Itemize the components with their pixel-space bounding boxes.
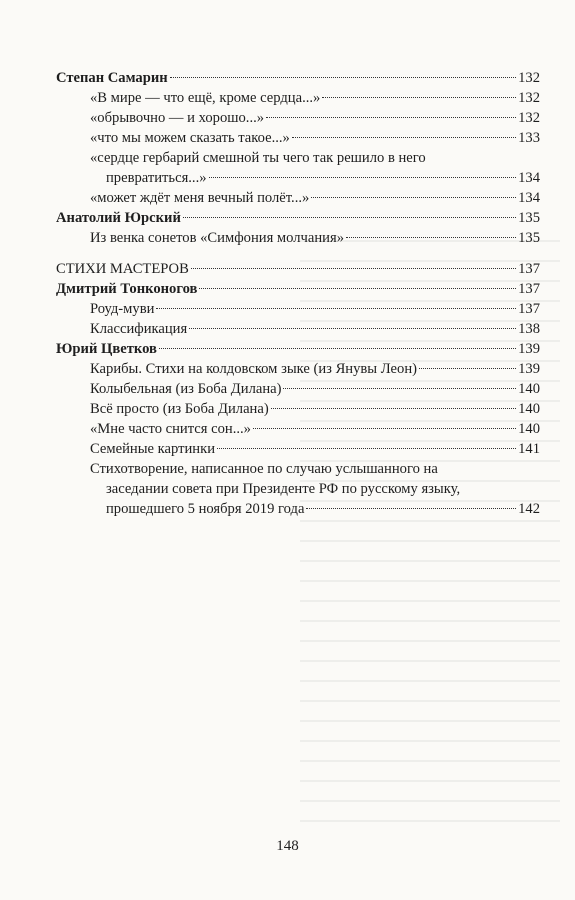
toc-entry-title-line: «сердце гербарий смешной ты чего так решило в него	[90, 150, 426, 166]
toc-entry-title: Семейные картинки	[90, 441, 216, 457]
toc-poem-entry	[56, 419, 540, 439]
toc-page-number: 138	[518, 321, 540, 337]
toc-entry-title: Роуд-муви	[90, 301, 155, 317]
toc-page-number: 137	[518, 261, 540, 277]
toc-entry-title-line: Стихотворение, написанное по случаю услышанного на	[90, 461, 438, 477]
toc-poem-entry	[56, 319, 540, 339]
toc-page-number: 140	[518, 381, 540, 397]
table-of-contents	[56, 68, 540, 519]
dot-leader	[217, 448, 516, 449]
toc-page-number: 140	[518, 421, 540, 437]
toc-author-name: СТИХИ МАСТЕРОВ	[56, 261, 189, 277]
toc-poem-entry	[56, 128, 540, 148]
toc-poem-entry	[56, 88, 540, 108]
toc-entry-title: «Мне часто снится сон...»	[90, 421, 251, 437]
toc-author-name: Юрий Цветков	[56, 341, 157, 357]
toc-poem-entry	[56, 228, 540, 248]
toc-page-number: 135	[518, 230, 540, 246]
dot-leader	[419, 368, 516, 369]
page-number: 148	[276, 838, 299, 854]
toc-entry-title-line: прошедшего 5 ноября 2019 года	[106, 501, 305, 517]
dot-leader	[191, 268, 516, 269]
dot-leader	[283, 388, 516, 389]
dot-leader	[322, 97, 516, 98]
toc-author-entry	[56, 208, 540, 228]
toc-entry-title-line: заседании совета при Президенте РФ по русскому языку,	[106, 481, 461, 497]
toc-entry-title: «что мы можем сказать такое...»	[90, 130, 290, 146]
toc-poem-entry	[56, 439, 540, 459]
dot-leader	[159, 348, 516, 349]
toc-author-name: Степан Самарин	[56, 70, 168, 86]
toc-entry-title-line: превратиться...»	[106, 170, 207, 186]
toc-poem-entry	[56, 148, 540, 188]
dot-leader	[266, 117, 516, 118]
toc-page-number: 135	[518, 210, 540, 226]
dot-leader	[189, 328, 516, 329]
section-gap	[56, 248, 540, 259]
dot-leader	[253, 428, 516, 429]
toc-author-name: Дмитрий Тонконогов	[56, 281, 198, 297]
toc-author-entry	[56, 68, 540, 88]
toc-page-number: 137	[518, 301, 540, 317]
toc-page-number: 137	[518, 281, 540, 297]
toc-entry-title: Карибы. Стихи на колдовском зыке (из Янувы Леон)	[90, 361, 417, 377]
toc-poem-entry	[56, 379, 540, 399]
toc-page-number: 141	[518, 441, 540, 457]
toc-entry-title: «обрывочно — и хорошо...»	[90, 110, 265, 126]
toc-page-number: 139	[518, 361, 540, 377]
toc-page-number: 139	[518, 341, 540, 357]
toc-entry-title: Всё просто (из Боба Дилана)	[90, 401, 269, 417]
toc-entry-title: «В мире — что ещё, кроме сердца...»	[90, 90, 321, 106]
toc-page-number: 134	[518, 170, 540, 186]
toc-page-number: 133	[518, 130, 540, 146]
toc-author-entry	[56, 279, 540, 299]
dot-leader	[156, 308, 516, 309]
dot-leader	[199, 288, 516, 289]
toc-page-number: 132	[518, 90, 540, 106]
toc-poem-entry	[56, 359, 540, 379]
toc-entry-title: «может ждёт меня вечный полёт...»	[90, 190, 310, 206]
toc-entry-title: Колыбельная (из Боба Дилана)	[90, 381, 282, 397]
dot-leader	[271, 408, 516, 409]
toc-page-number: 132	[518, 70, 540, 86]
toc-page-number: 140	[518, 401, 540, 417]
dot-leader	[170, 77, 516, 78]
dot-leader	[306, 508, 516, 509]
toc-entry-title: Классификация	[90, 321, 188, 337]
toc-poem-entry	[56, 459, 540, 519]
toc-entry-title: Из венка сонетов «Симфония молчания»	[90, 230, 345, 246]
dot-leader	[209, 177, 517, 178]
toc-poem-entry	[56, 399, 540, 419]
toc-author-entry	[56, 339, 540, 359]
dot-leader	[346, 237, 516, 238]
toc-poem-entry	[56, 188, 540, 208]
dot-leader	[183, 217, 516, 218]
toc-author-entry	[56, 259, 540, 279]
toc-page-number: 134	[518, 190, 540, 206]
dot-leader	[292, 137, 516, 138]
toc-page-number: 142	[518, 501, 540, 517]
toc-poem-entry	[56, 299, 540, 319]
toc-page-number: 132	[518, 110, 540, 126]
dot-leader	[311, 197, 516, 198]
toc-author-name: Анатолий Юрский	[56, 210, 181, 226]
toc-poem-entry	[56, 108, 540, 128]
